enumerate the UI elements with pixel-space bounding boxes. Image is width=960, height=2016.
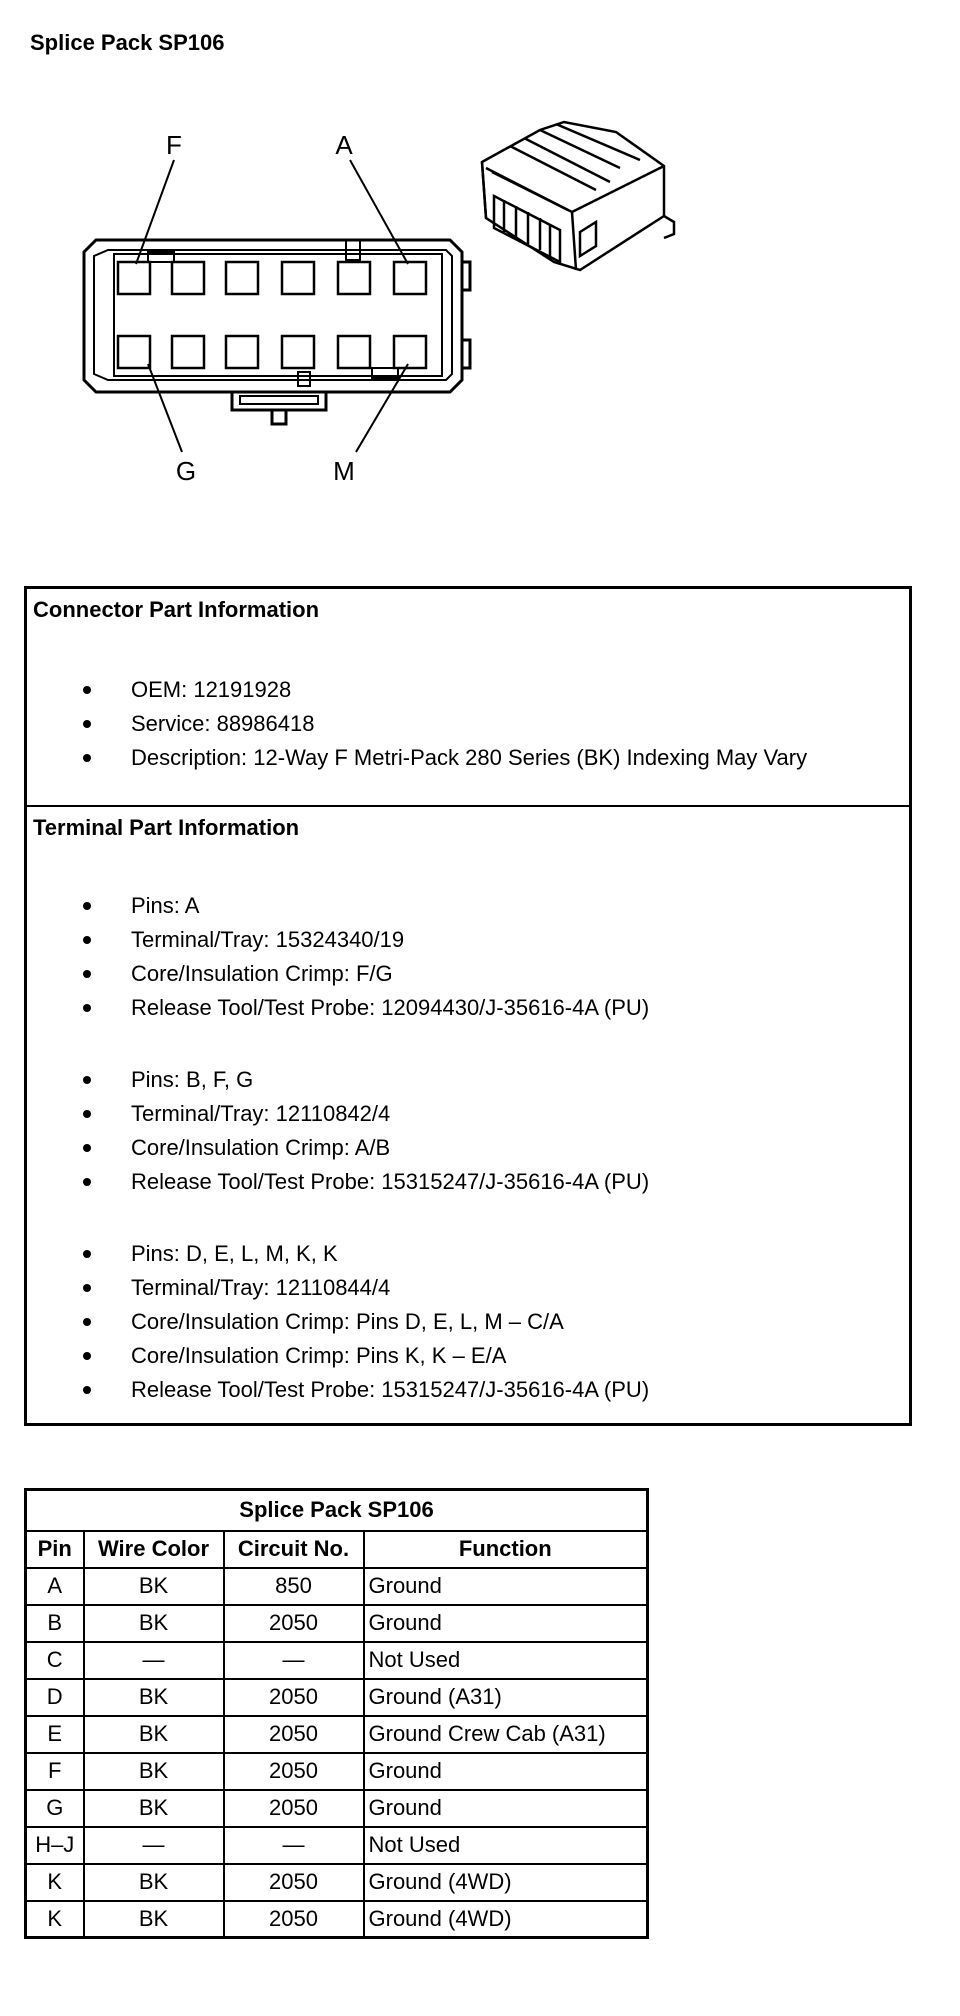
connector-diagram [0, 0, 960, 500]
table-row: D BK 2050 Ground (A31) [26, 1679, 648, 1716]
terminal-part-info: Terminal Part Information Pins: A Terminal/Tray: 15324340/19 Core/Insulation Crimp: F/G Release Tool/Test Probe: 12094430/J-35616-4A (PU) Pins: B, F, G Terminal/Tray: 12110842/4 Core/Insulation Crimp: A/B Release Tool/Test Probe: 15315247/J-35616-4A (PU) Pins: D, E, L, M, K, K Terminal/Tray: 12110844/4 Core/Insulation Crimp: Pins D, E, L, M – C/A Core/Insulation Crimp: Pins K, K – E/A Release Tool/Test Probe: 15315247/J-35616-4A (PU) [33, 815, 650, 1402]
page-title: Splice Pack SP106 [30, 30, 225, 55]
pin-label-g: G [175, 456, 197, 486]
terminal-info-heading: Terminal Part Information [33, 815, 300, 840]
connector-iso-view [482, 122, 674, 270]
header-circuit-no: Circuit No. [224, 1531, 364, 1568]
pin-table-caption: Splice Pack SP106 [26, 1490, 648, 1531]
part-info-box [24, 586, 912, 1426]
table-row: G BK 2050 Ground [26, 1790, 648, 1827]
table-row: H–J — — Not Used [26, 1827, 648, 1864]
table-row: B BK 2050 Ground [26, 1605, 648, 1642]
header-pin: Pin [26, 1531, 84, 1568]
pin-table-header [26, 1531, 648, 1568]
table-row: A BK 850 Ground [26, 1568, 648, 1605]
table-row: C — — Not Used [26, 1642, 648, 1679]
cavity-m [394, 336, 426, 368]
table-row: K BK 2050 Ground (4WD) [26, 1901, 648, 1938]
cavity-a [394, 262, 426, 294]
pin-label-m: M [333, 456, 355, 486]
pin-table [24, 1488, 649, 1939]
pin-label-a: A [335, 130, 353, 160]
table-row: E BK 2050 Ground Crew Cab (A31) [26, 1716, 648, 1753]
header-wire-color: Wire Color [84, 1531, 224, 1568]
header-function: Function [364, 1531, 648, 1568]
connector-part-info: Connector Part Information OEM: 12191928 Service: 88986418 Description: 12-Way F Metri-Pack 280 Series (BK) Indexing May Vary [27, 589, 909, 807]
table-row: K BK 2050 Ground (4WD) [26, 1864, 648, 1901]
connector-info-heading: Connector Part Information [33, 597, 320, 622]
table-row: F BK 2050 Ground [26, 1753, 648, 1790]
pin-label-f: F [166, 130, 182, 160]
cavity-g [118, 336, 150, 368]
cavity-f [118, 262, 150, 294]
